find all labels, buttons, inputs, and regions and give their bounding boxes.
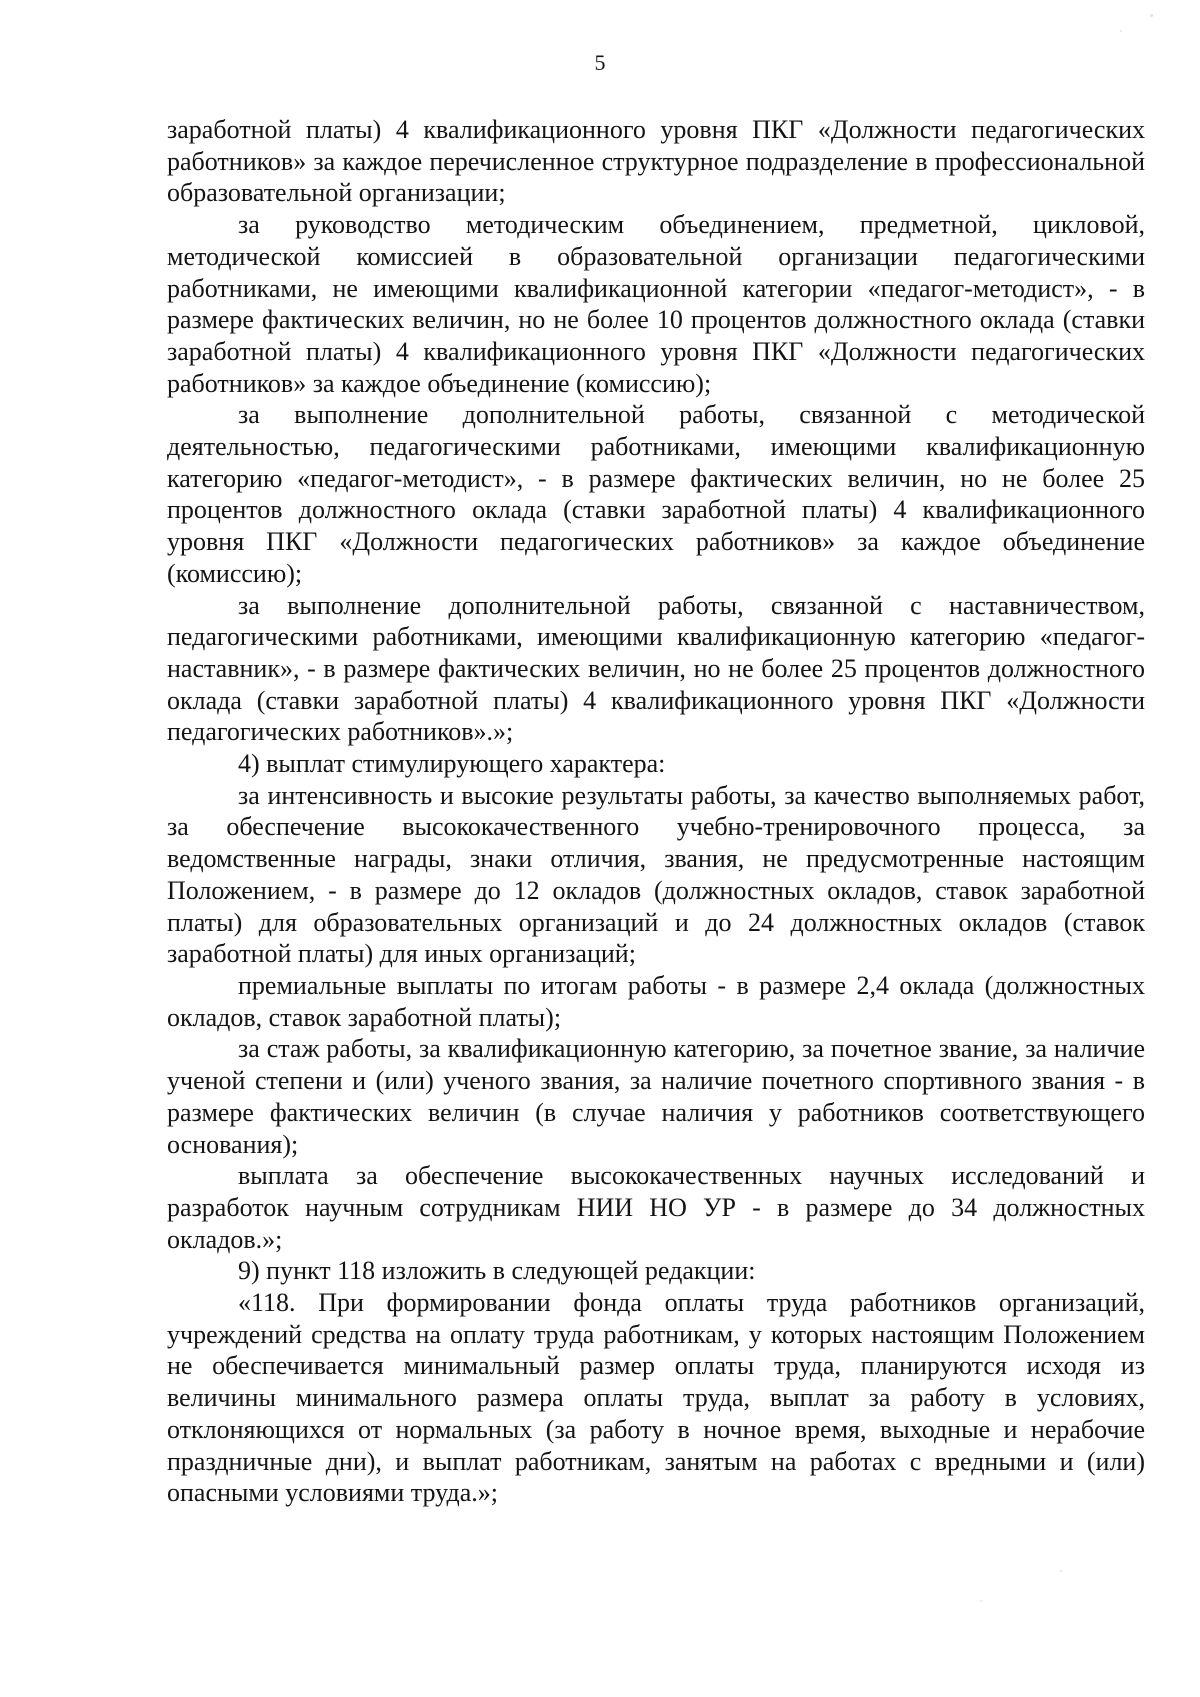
paragraph-intensity-results: за интенсивность и высокие результаты работы, за качество выполняемых работ, за обеспечение высококачественного учебно-тренировочного процесса, за ведомственные награды, знаки отличия, звания, не предусмотренные настоящим Положением, - в размере до 12 окладов (должностных окладов, ставок заработной платы) для образовательных организаций и до 24 должностных окладов (ставок заработной платы) для иных организаций; <box>167 780 1145 969</box>
scan-noise <box>1120 30 1122 32</box>
paragraph-seniority: за стаж работы, за квалификационную категорию, за почетное звание, за наличие ученой степени и (или) ученого звания, за наличие почетного спортивного звания - в размере фактических величин (в случае наличия у работников соответствующего основания); <box>167 1034 1145 1159</box>
paragraph-mentor-work: за выполнение дополнительной работы, связанной с наставничеством, педагогическими работниками, имеющими квалификационную категорию «педагог-наставник», - в размере фактических величин, но не более 25 процентов должностного оклада (ставки заработной платы) 4 квалификационного уровня ПКГ «Должности педагогических работников».»; <box>167 590 1145 747</box>
paragraph-item-118-heading: 9) пункт 118 изложить в следующей редакции: <box>238 1256 756 1286</box>
paragraph-continuation: заработной платы) 4 квалификационного уровня ПКГ «Должности педагогических работников» за каждое перечисленное структурное подразделение в профессиональной образовательной организации; <box>167 115 1145 208</box>
paragraph-bonus-payments: премиальные выплаты по итогам работы - в размере 2,4 оклада (должностных окладов, ставок заработной платы); <box>167 970 1145 1032</box>
paragraph-item-118-text: «118. При формировании фонда оплаты труда работников организаций, учреждений средства на оплату труда работникам, у которых настоящим Положением не обеспечивается минимальный размер оплаты труда, планируются исходя из величины минимального размера оплаты труда, выплат за работу в условиях, отклоняющихся от нормальных (за работу в ночное время, выходные и нерабочие праздничные дни), и выплат работникам, занятым на работах с вредными и (или) опасными условиями труда.»; <box>167 1288 1145 1508</box>
document-body <box>167 114 1145 1509</box>
scan-noise <box>1150 14 1153 17</box>
page-number: 5 <box>594 50 606 75</box>
paragraph-research-payment: выплата за обеспечение высококачественных научных исследований и разработок научным сотрудникам НИИ НО УР - в размере до 34 должностных окладов.»; <box>167 1161 1145 1254</box>
paragraph-incentive-heading: 4) выплат стимулирующего характера: <box>238 749 666 779</box>
scan-noise <box>980 1600 982 1602</box>
paragraph-methodist-work: за выполнение дополнительной работы, связанной с методической деятельностью, педагогическими работниками, имеющими квалификационную категорию «педагог-методист», - в размере фактических величин, но не более 25 процентов должностного оклада (ставки заработной платы) 4 квалификационного уровня ПКГ «Должности педагогических работников» за каждое объединение (комиссию); <box>167 400 1145 588</box>
paragraph-methodical-association: за руководство методическим объединением, предметной, цикловой, методической комиссией в образовательной организации педагогическими работниками, не имеющими квалификационной категории «педагог-методист», - в размере фактических величин, но не более 10 процентов должностного оклада (ставки заработной платы) 4 квалификационного уровня ПКГ «Должности педагогических работников» за каждое объединение (комиссию); <box>167 210 1145 398</box>
scan-noise <box>1060 1570 1062 1572</box>
